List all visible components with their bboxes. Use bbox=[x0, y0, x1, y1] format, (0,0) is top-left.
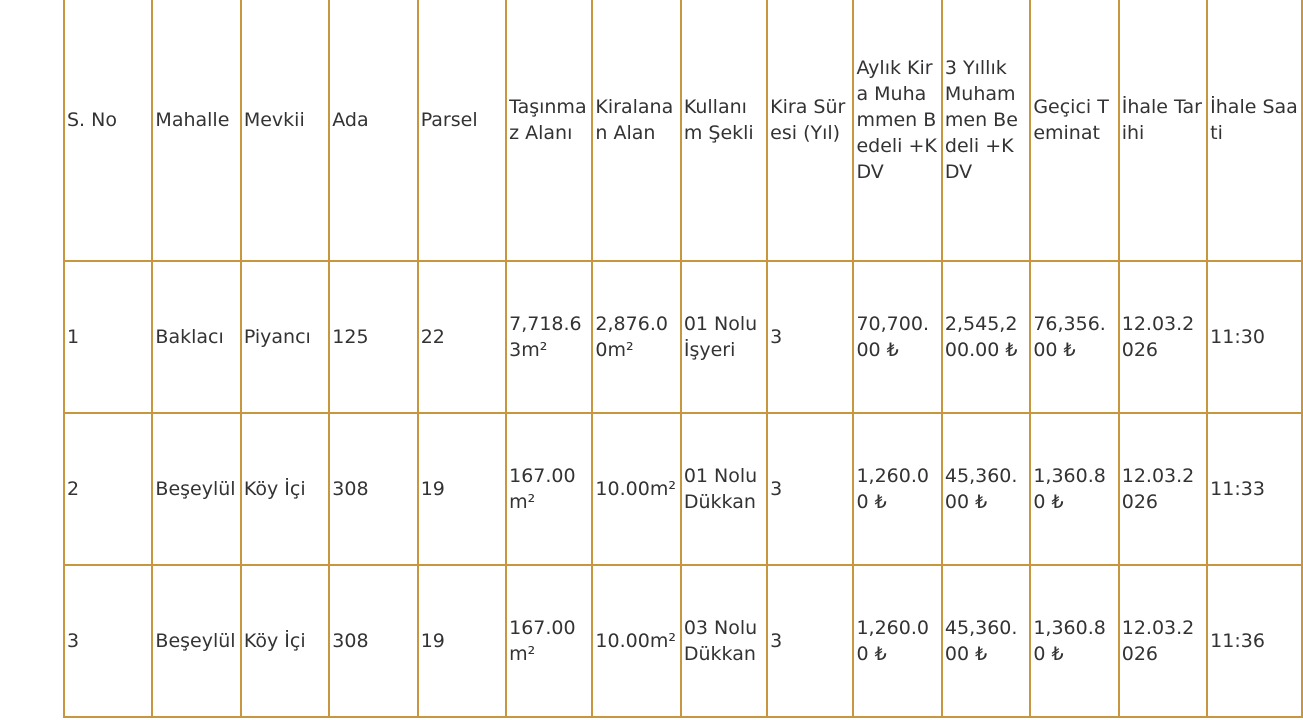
table-cell: Köy İçi bbox=[241, 413, 329, 565]
table-cell: 45,360.00 ₺ bbox=[942, 565, 1030, 717]
header-cell-kiralanan-alan: Kiralanan Alan bbox=[592, 0, 680, 261]
table-cell: 03 Nolu Dükkan bbox=[681, 565, 767, 717]
header-cell-kullanim-sekli: Kullanım Şekli bbox=[681, 0, 767, 261]
table-cell: 01 Nolu Dükkan bbox=[681, 413, 767, 565]
table-cell: 308 bbox=[329, 565, 417, 717]
table-cell: Köy İçi bbox=[241, 565, 329, 717]
table-cell: Piyancı bbox=[241, 261, 329, 413]
table-cell: 1,360.80 ₺ bbox=[1030, 565, 1118, 717]
table-cell: 19 bbox=[418, 565, 506, 717]
table-cell: 1,360.80 ₺ bbox=[1030, 413, 1118, 565]
header-cell-ada: Ada bbox=[329, 0, 417, 261]
table-cell: 76,356.00 ₺ bbox=[1030, 261, 1118, 413]
header-cell-gecici-teminat: Geçici Teminat bbox=[1030, 0, 1118, 261]
table-cell: 11:33 bbox=[1207, 413, 1302, 565]
header-cell-ihale-saati: İhale Saati bbox=[1207, 0, 1302, 261]
table-cell: 01 Nolu İşyeri bbox=[681, 261, 767, 413]
table-cell: Beşeylül bbox=[152, 413, 240, 565]
table-cell: 2 bbox=[64, 413, 152, 565]
table-cell: 10.00m² bbox=[592, 565, 680, 717]
table-cell: 1 bbox=[64, 261, 152, 413]
table-cell: 70,700.00 ₺ bbox=[853, 261, 941, 413]
table-cell: 12.03.2026 bbox=[1119, 413, 1207, 565]
table-cell: 308 bbox=[329, 413, 417, 565]
table-cell: 3 bbox=[767, 413, 853, 565]
header-cell-tasinmaz-alani: Taşınmaz Alanı bbox=[506, 0, 592, 261]
header-cell-mevkii: Mevkii bbox=[241, 0, 329, 261]
table-cell: 12.03.2026 bbox=[1119, 261, 1207, 413]
table-cell: 2,876.00m² bbox=[592, 261, 680, 413]
table-cell: 11:30 bbox=[1207, 261, 1302, 413]
table-row bbox=[64, 413, 1302, 565]
header-cell-sno: S. No bbox=[64, 0, 152, 261]
table-cell: 10.00m² bbox=[592, 413, 680, 565]
table-cell: 167.00m² bbox=[506, 565, 592, 717]
table-header-row bbox=[64, 0, 1302, 261]
table-cell: 1,260.00 ₺ bbox=[853, 565, 941, 717]
table-cell: 167.00m² bbox=[506, 413, 592, 565]
tender-table bbox=[63, 0, 1303, 718]
table-cell: 19 bbox=[418, 413, 506, 565]
table-row bbox=[64, 261, 1302, 413]
header-cell-aylik-kira: Aylık Kira Muhammen Bedeli +KDV bbox=[853, 0, 941, 261]
table-cell: 125 bbox=[329, 261, 417, 413]
table-cell: Baklacı bbox=[152, 261, 240, 413]
table-cell: Beşeylül bbox=[152, 565, 240, 717]
table-cell: 3 bbox=[64, 565, 152, 717]
table-cell: 11:36 bbox=[1207, 565, 1302, 717]
header-cell-yillik-bedel: 3 Yıllık Muhammen Bedeli +KDV bbox=[942, 0, 1030, 261]
table-row bbox=[64, 565, 1302, 717]
header-cell-ihale-tarihi: İhale Tarihi bbox=[1119, 0, 1207, 261]
header-cell-kira-suresi: Kira Süresi (Yıl) bbox=[767, 0, 853, 261]
table-cell: 1,260.00 ₺ bbox=[853, 413, 941, 565]
header-cell-parsel: Parsel bbox=[418, 0, 506, 261]
table-cell: 12.03.2026 bbox=[1119, 565, 1207, 717]
table-cell: 3 bbox=[767, 261, 853, 413]
table-cell: 45,360.00 ₺ bbox=[942, 413, 1030, 565]
table-cell: 2,545,200.00 ₺ bbox=[942, 261, 1030, 413]
table-cell: 3 bbox=[767, 565, 853, 717]
header-cell-mahalle: Mahalle bbox=[152, 0, 240, 261]
table-cell: 7,718.63m² bbox=[506, 261, 592, 413]
table-cell: 22 bbox=[418, 261, 506, 413]
